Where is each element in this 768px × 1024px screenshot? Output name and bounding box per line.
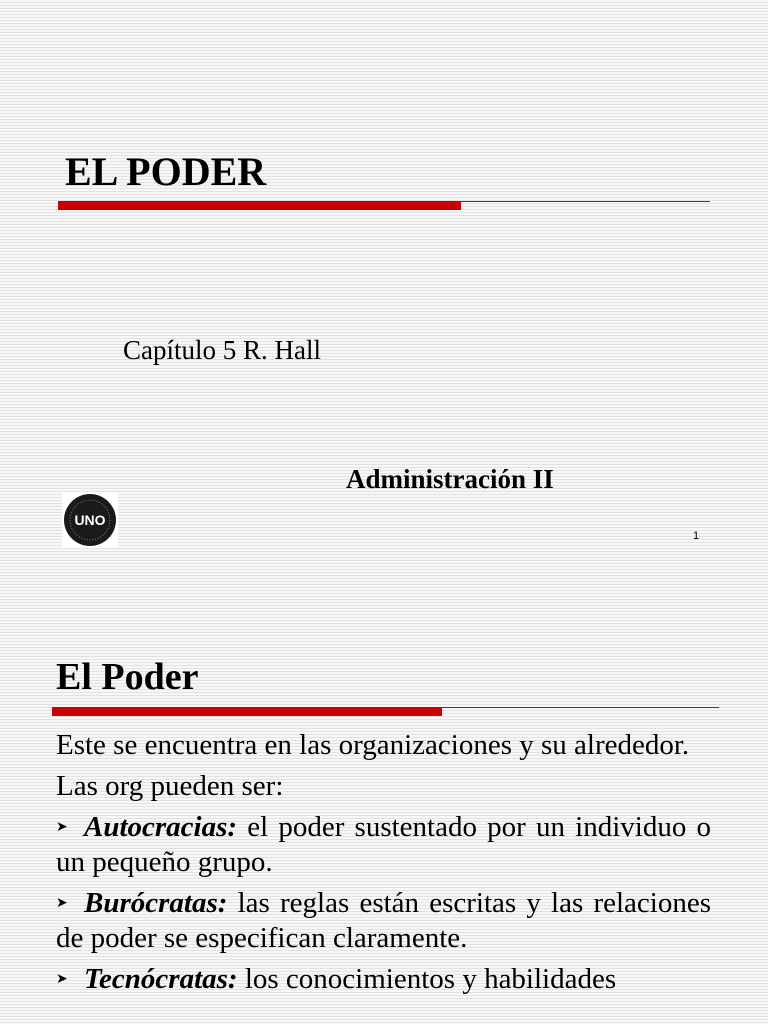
bullet-term: Autocracias: — [84, 811, 238, 843]
slide-body — [56, 728, 711, 1003]
arrowhead-bullet-icon: ➤ — [56, 895, 68, 911]
title-underline-thick — [52, 707, 442, 716]
bullet-item — [56, 962, 711, 997]
svg-text:UNO: UNO — [74, 512, 106, 528]
bullet-term: Burócratas: — [84, 887, 228, 919]
bullet-text: las reglas están escritas y las relaciones de poder se especifican claramente. — [56, 887, 711, 954]
title-underline-thin — [442, 707, 719, 708]
bullet-text: los conocimientos y habilidades — [237, 963, 617, 995]
bullet-item — [56, 810, 711, 880]
intro-paragraph: Este se encuentra en las organizaciones y su alrededor. — [56, 729, 690, 761]
slide-title: EL PODER — [65, 149, 267, 194]
arrowhead-bullet-icon: ➤ — [56, 819, 68, 835]
page-number: 1 — [693, 530, 700, 542]
bullet-term: Tecnócratas: — [84, 963, 238, 995]
chapter-subtitle: Capítulo 5 R. Hall — [123, 335, 321, 365]
bullet-text: el poder sustentado por un individuo o un pequeño grupo. — [56, 811, 711, 878]
course-name: Administración II — [346, 464, 554, 494]
slide-title: El Poder — [56, 656, 199, 698]
slide-2 — [0, 630, 768, 1024]
title-underline-thick — [58, 201, 461, 210]
lead-paragraph: Las org pueden ser: — [56, 770, 284, 802]
arrowhead-bullet-icon: ➤ — [56, 971, 68, 987]
bullet-item — [56, 886, 711, 956]
university-logo — [62, 492, 118, 548]
title-underline-thin — [461, 201, 710, 202]
